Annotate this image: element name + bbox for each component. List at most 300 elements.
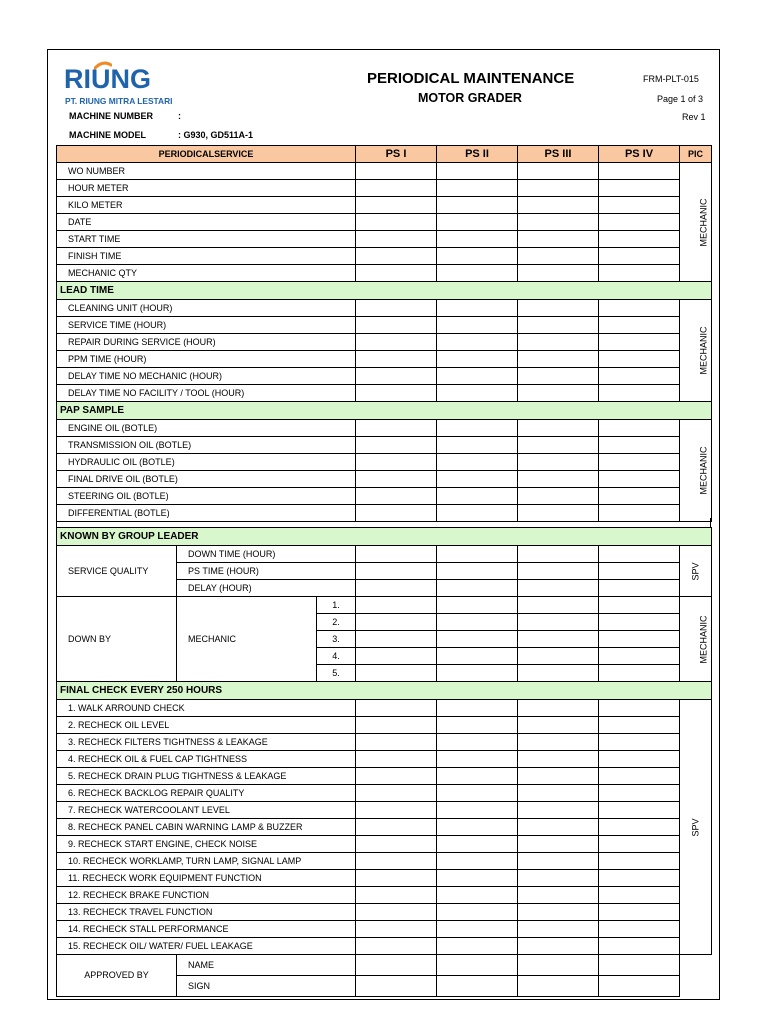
sq-ps-4-cell[interactable] bbox=[599, 580, 680, 597]
mechanic-ps-2-cell[interactable] bbox=[437, 631, 518, 648]
table-row bbox=[57, 853, 712, 870]
lead-time-pic bbox=[680, 300, 712, 402]
row-ps-4-cell[interactable] bbox=[599, 317, 680, 334]
check-item: 4. RECHECK OIL & FUEL CAP TIGHTNESS bbox=[57, 751, 356, 768]
sq-ps-1-cell[interactable] bbox=[356, 580, 437, 597]
mechanic-ps-2-cell[interactable] bbox=[437, 614, 518, 631]
check-ps-1-cell[interactable] bbox=[356, 700, 437, 717]
check-ps-1-cell[interactable] bbox=[356, 768, 437, 785]
down-by-pic bbox=[680, 597, 712, 682]
row-ps-2-cell[interactable] bbox=[437, 385, 518, 402]
row-ps-2-cell[interactable] bbox=[437, 163, 518, 180]
approved-ps-1-cell[interactable] bbox=[356, 976, 437, 997]
row-ps-1-cell[interactable] bbox=[356, 248, 437, 265]
check-ps-2-cell[interactable] bbox=[437, 700, 518, 717]
check-ps-4-cell[interactable] bbox=[599, 751, 680, 768]
row-ps-2-cell[interactable] bbox=[437, 214, 518, 231]
row-ps-4-cell[interactable] bbox=[599, 300, 680, 317]
table-row bbox=[57, 488, 712, 505]
row-ps-2-cell[interactable] bbox=[437, 265, 518, 282]
row-ps-2-cell[interactable] bbox=[437, 351, 518, 368]
table-row bbox=[57, 785, 712, 802]
row-ps-2-cell[interactable] bbox=[437, 437, 518, 454]
row-label: HYDRAULIC OIL (BOTLE) bbox=[57, 454, 356, 471]
mechanic-ps-3-cell[interactable] bbox=[518, 631, 599, 648]
pap-sample-pic-label: MECHANIC bbox=[698, 446, 709, 495]
table-row bbox=[57, 163, 712, 180]
row-ps-3-cell[interactable] bbox=[518, 317, 599, 334]
table-row bbox=[57, 248, 712, 265]
check-ps-3-cell[interactable] bbox=[518, 938, 599, 955]
mechanic-ps-1-cell[interactable] bbox=[356, 631, 437, 648]
row-ps-3-cell[interactable] bbox=[518, 368, 599, 385]
check-ps-2-cell[interactable] bbox=[437, 853, 518, 870]
service-quality-rows bbox=[57, 546, 712, 597]
mechanic-number: 5. bbox=[317, 665, 356, 682]
table-row bbox=[57, 836, 712, 853]
sq-ps-2-cell[interactable] bbox=[437, 563, 518, 580]
check-ps-3-cell[interactable] bbox=[518, 802, 599, 819]
mechanic-ps-2-cell[interactable] bbox=[437, 648, 518, 665]
check-ps-2-cell[interactable] bbox=[437, 785, 518, 802]
check-ps-4-cell[interactable] bbox=[599, 887, 680, 904]
approved-rows bbox=[57, 955, 712, 997]
mechanic-ps-1-cell[interactable] bbox=[356, 665, 437, 682]
row-ps-4-cell[interactable] bbox=[599, 368, 680, 385]
check-item: 6. RECHECK BACKLOG REPAIR QUALITY bbox=[57, 785, 356, 802]
check-ps-3-cell[interactable] bbox=[518, 819, 599, 836]
row-ps-1-cell[interactable] bbox=[356, 471, 437, 488]
final-check-pic bbox=[680, 700, 712, 955]
logo-wordmark: RIUNG bbox=[64, 64, 151, 94]
header-ps-1: PS I bbox=[356, 146, 437, 163]
table-row bbox=[57, 751, 712, 768]
table-row bbox=[57, 300, 712, 317]
sq-ps-1-cell[interactable] bbox=[356, 563, 437, 580]
row-ps-4-cell[interactable] bbox=[599, 334, 680, 351]
check-ps-2-cell[interactable] bbox=[437, 751, 518, 768]
table-row bbox=[57, 717, 712, 734]
logo-swoosh-icon bbox=[94, 60, 112, 70]
approved-ps-2-cell[interactable] bbox=[437, 976, 518, 997]
check-ps-3-cell[interactable] bbox=[518, 853, 599, 870]
table-row bbox=[57, 214, 712, 231]
row-label: TRANSMISSION OIL (BOTLE) bbox=[57, 437, 356, 454]
check-ps-2-cell[interactable] bbox=[437, 921, 518, 938]
check-ps-1-cell[interactable] bbox=[356, 751, 437, 768]
table-row bbox=[57, 734, 712, 751]
check-ps-4-cell[interactable] bbox=[599, 938, 680, 955]
check-item: 2. RECHECK OIL LEVEL bbox=[57, 717, 356, 734]
approved-ps-3-cell[interactable] bbox=[518, 976, 599, 997]
row-ps-1-cell[interactable] bbox=[356, 454, 437, 471]
approved-field: SIGN bbox=[177, 976, 356, 997]
approved-ps-4-cell[interactable] bbox=[599, 976, 680, 997]
row-ps-4-cell[interactable] bbox=[599, 231, 680, 248]
row-ps-1-cell[interactable] bbox=[356, 334, 437, 351]
row-ps-2-cell[interactable] bbox=[437, 300, 518, 317]
check-ps-1-cell[interactable] bbox=[356, 802, 437, 819]
check-ps-4-cell[interactable] bbox=[599, 904, 680, 921]
table-row bbox=[57, 471, 712, 488]
final-check-rows bbox=[57, 700, 712, 955]
check-ps-1-cell[interactable] bbox=[356, 836, 437, 853]
table-row bbox=[57, 334, 712, 351]
final-check-pic-label: SPV bbox=[690, 817, 701, 837]
lead-time-rows bbox=[57, 300, 712, 402]
table-row bbox=[57, 180, 712, 197]
check-ps-2-cell[interactable] bbox=[437, 904, 518, 921]
check-ps-4-cell[interactable] bbox=[599, 921, 680, 938]
check-ps-3-cell[interactable] bbox=[518, 870, 599, 887]
table-row bbox=[57, 870, 712, 887]
check-ps-2-cell[interactable] bbox=[437, 802, 518, 819]
mechanic-ps-4-cell[interactable] bbox=[599, 648, 680, 665]
mechanic-ps-1-cell[interactable] bbox=[356, 648, 437, 665]
mechanic-label: MECHANIC bbox=[177, 597, 317, 682]
row-label: KILO METER bbox=[57, 197, 356, 214]
row-ps-4-cell[interactable] bbox=[599, 488, 680, 505]
row-ps-4-cell[interactable] bbox=[599, 471, 680, 488]
service-quality-item: PS TIME (HOUR) bbox=[177, 563, 356, 580]
check-ps-2-cell[interactable] bbox=[437, 887, 518, 904]
row-label: FINAL DRIVE OIL (BOTLE) bbox=[57, 471, 356, 488]
check-ps-3-cell[interactable] bbox=[518, 921, 599, 938]
check-ps-3-cell[interactable] bbox=[518, 768, 599, 785]
row-ps-3-cell[interactable] bbox=[518, 163, 599, 180]
check-ps-2-cell[interactable] bbox=[437, 734, 518, 751]
mechanic-ps-4-cell[interactable] bbox=[599, 597, 680, 614]
row-ps-1-cell[interactable] bbox=[356, 351, 437, 368]
check-ps-4-cell[interactable] bbox=[599, 785, 680, 802]
table-row bbox=[57, 385, 712, 402]
row-ps-1-cell[interactable] bbox=[356, 163, 437, 180]
row-ps-3-cell[interactable] bbox=[518, 265, 599, 282]
check-ps-4-cell[interactable] bbox=[599, 853, 680, 870]
row-ps-4-cell[interactable] bbox=[599, 214, 680, 231]
approved-ps-2-cell[interactable] bbox=[437, 955, 518, 976]
pap-sample-title: PAP SAMPLE bbox=[57, 402, 712, 420]
header-periodical-service: PERIODICALSERVICE bbox=[57, 146, 356, 163]
final-check-title: FINAL CHECK EVERY 250 HOURS bbox=[57, 682, 712, 700]
check-item: 15. RECHECK OIL/ WATER/ FUEL LEAKAGE bbox=[57, 938, 356, 955]
check-ps-3-cell[interactable] bbox=[518, 717, 599, 734]
document-code: FRM-PLT-015 bbox=[643, 74, 699, 84]
mechanic-number: 2. bbox=[317, 614, 356, 631]
check-ps-3-cell[interactable] bbox=[518, 904, 599, 921]
check-item: 7. RECHECK WATERCOOLANT LEVEL bbox=[57, 802, 356, 819]
table-row bbox=[57, 546, 712, 563]
row-ps-3-cell[interactable] bbox=[518, 454, 599, 471]
header-pic: PIC bbox=[680, 146, 712, 163]
row-ps-4-cell[interactable] bbox=[599, 163, 680, 180]
row-ps-4-cell[interactable] bbox=[599, 437, 680, 454]
row-ps-1-cell[interactable] bbox=[356, 488, 437, 505]
table-row bbox=[57, 265, 712, 282]
row-ps-1-cell[interactable] bbox=[356, 265, 437, 282]
approved-by-label: APPROVED BY bbox=[57, 955, 177, 997]
check-ps-3-cell[interactable] bbox=[518, 700, 599, 717]
check-ps-2-cell[interactable] bbox=[437, 938, 518, 955]
mechanic-ps-3-cell[interactable] bbox=[518, 648, 599, 665]
check-ps-1-cell[interactable] bbox=[356, 853, 437, 870]
service-quality-item: DOWN TIME (HOUR) bbox=[177, 546, 356, 563]
check-item: 11. RECHECK WORK EQUIPMENT FUNCTION bbox=[57, 870, 356, 887]
check-ps-3-cell[interactable] bbox=[518, 785, 599, 802]
row-ps-2-cell[interactable] bbox=[437, 180, 518, 197]
row-ps-3-cell[interactable] bbox=[518, 214, 599, 231]
header-row bbox=[57, 146, 712, 163]
check-ps-4-cell[interactable] bbox=[599, 734, 680, 751]
check-ps-1-cell[interactable] bbox=[356, 938, 437, 955]
row-ps-1-cell[interactable] bbox=[356, 420, 437, 437]
table-row bbox=[57, 802, 712, 819]
table-row bbox=[57, 197, 712, 214]
check-item: 8. RECHECK PANEL CABIN WARNING LAMP & BUZZER bbox=[57, 819, 356, 836]
check-table bbox=[56, 527, 712, 997]
down-by-pic-label: MECHANIC bbox=[698, 614, 709, 664]
table-row bbox=[57, 921, 712, 938]
service-quality-item: DELAY (HOUR) bbox=[177, 580, 356, 597]
table-row bbox=[57, 955, 712, 976]
row-ps-3-cell[interactable] bbox=[518, 248, 599, 265]
document-subtitle: MOTOR GRADER bbox=[418, 91, 522, 105]
row-ps-4-cell[interactable] bbox=[599, 180, 680, 197]
row-ps-1-cell[interactable] bbox=[356, 214, 437, 231]
row-ps-2-cell[interactable] bbox=[437, 248, 518, 265]
document-title: PERIODICAL MAINTENANCE bbox=[367, 70, 575, 87]
sq-ps-2-cell[interactable] bbox=[437, 580, 518, 597]
header-ps-4: PS IV bbox=[599, 146, 680, 163]
row-ps-1-cell[interactable] bbox=[356, 300, 437, 317]
sq-ps-4-cell[interactable] bbox=[599, 546, 680, 563]
mechanic-ps-1-cell[interactable] bbox=[356, 614, 437, 631]
lead-time-pic-label: MECHANIC bbox=[698, 326, 709, 375]
row-ps-3-cell[interactable] bbox=[518, 197, 599, 214]
table-row bbox=[57, 420, 712, 437]
mechanic-ps-2-cell[interactable] bbox=[437, 665, 518, 682]
header-ps-3: PS III bbox=[518, 146, 599, 163]
service-quality-label: SERVICE QUALITY bbox=[57, 546, 177, 597]
check-item: 5. RECHECK DRAIN PLUG TIGHTNESS & LEAKAGE bbox=[57, 768, 356, 785]
mechanic-ps-4-cell[interactable] bbox=[599, 665, 680, 682]
mechanic-ps-3-cell[interactable] bbox=[518, 597, 599, 614]
table-row bbox=[57, 368, 712, 385]
row-ps-2-cell[interactable] bbox=[437, 197, 518, 214]
check-ps-4-cell[interactable] bbox=[599, 836, 680, 853]
row-label: PPM TIME (HOUR) bbox=[57, 351, 356, 368]
check-ps-1-cell[interactable] bbox=[356, 887, 437, 904]
pap-sample-pic bbox=[680, 420, 712, 522]
row-ps-1-cell[interactable] bbox=[356, 231, 437, 248]
row-ps-2-cell[interactable] bbox=[437, 334, 518, 351]
table-row bbox=[57, 768, 712, 785]
check-ps-1-cell[interactable] bbox=[356, 904, 437, 921]
row-ps-3-cell[interactable] bbox=[518, 351, 599, 368]
check-item: 12. RECHECK BRAKE FUNCTION bbox=[57, 887, 356, 904]
row-label: DATE bbox=[57, 214, 356, 231]
down-by-label: DOWN BY bbox=[57, 597, 177, 682]
row-ps-2-cell[interactable] bbox=[437, 488, 518, 505]
service-table bbox=[56, 145, 712, 522]
check-ps-2-cell[interactable] bbox=[437, 819, 518, 836]
check-ps-4-cell[interactable] bbox=[599, 768, 680, 785]
mechanic-ps-3-cell[interactable] bbox=[518, 665, 599, 682]
table-row bbox=[57, 351, 712, 368]
table-row bbox=[57, 904, 712, 921]
known-by-title: KNOWN BY GROUP LEADER bbox=[57, 528, 712, 546]
machine-model-value: : G930, GD511A-1 bbox=[178, 130, 254, 140]
check-ps-1-cell[interactable] bbox=[356, 734, 437, 751]
row-ps-4-cell[interactable] bbox=[599, 351, 680, 368]
table-row bbox=[57, 700, 712, 717]
row-ps-2-cell[interactable] bbox=[437, 368, 518, 385]
row-ps-3-cell[interactable] bbox=[518, 488, 599, 505]
table-row bbox=[57, 454, 712, 471]
revision: Rev 1 bbox=[682, 112, 706, 122]
row-ps-3-cell[interactable] bbox=[518, 385, 599, 402]
check-ps-4-cell[interactable] bbox=[599, 802, 680, 819]
row-ps-1-cell[interactable] bbox=[356, 180, 437, 197]
row-ps-3-cell[interactable] bbox=[518, 231, 599, 248]
row-label: DIFFERENTIAL (BOTLE) bbox=[57, 505, 356, 522]
table-row bbox=[57, 317, 712, 334]
check-ps-1-cell[interactable] bbox=[356, 717, 437, 734]
check-ps-3-cell[interactable] bbox=[518, 751, 599, 768]
row-ps-1-cell[interactable] bbox=[356, 437, 437, 454]
row-ps-3-cell[interactable] bbox=[518, 300, 599, 317]
row-label: REPAIR DURING SERVICE (HOUR) bbox=[57, 334, 356, 351]
row-ps-1-cell[interactable] bbox=[356, 317, 437, 334]
table-row bbox=[57, 597, 712, 614]
sq-ps-2-cell[interactable] bbox=[437, 546, 518, 563]
check-ps-2-cell[interactable] bbox=[437, 836, 518, 853]
row-ps-4-cell[interactable] bbox=[599, 454, 680, 471]
header-ps-2: PS II bbox=[437, 146, 518, 163]
row-ps-4-cell[interactable] bbox=[599, 420, 680, 437]
row-label: HOUR METER bbox=[57, 180, 356, 197]
check-item: 10. RECHECK WORKLAMP, TURN LAMP, SIGNAL LAMP bbox=[57, 853, 356, 870]
row-ps-2-cell[interactable] bbox=[437, 454, 518, 471]
sq-ps-3-cell[interactable] bbox=[518, 563, 599, 580]
check-ps-1-cell[interactable] bbox=[356, 819, 437, 836]
check-ps-1-cell[interactable] bbox=[356, 870, 437, 887]
row-label: CLEANING UNIT (HOUR) bbox=[57, 300, 356, 317]
down-by-rows bbox=[57, 597, 712, 682]
mechanic-ps-4-cell[interactable] bbox=[599, 631, 680, 648]
mechanic-number: 4. bbox=[317, 648, 356, 665]
approved-ps-3-cell[interactable] bbox=[518, 955, 599, 976]
row-label: SERVICE TIME (HOUR) bbox=[57, 317, 356, 334]
row-label: WO NUMBER bbox=[57, 163, 356, 180]
check-item: 1. WALK ARROUND CHECK bbox=[57, 700, 356, 717]
check-item: 9. RECHECK START ENGINE, CHECK NOISE bbox=[57, 836, 356, 853]
row-ps-3-cell[interactable] bbox=[518, 420, 599, 437]
row-label: DELAY TIME NO MECHANIC (HOUR) bbox=[57, 368, 356, 385]
table-row bbox=[57, 938, 712, 955]
mechanic-number: 3. bbox=[317, 631, 356, 648]
row-ps-3-cell[interactable] bbox=[518, 334, 599, 351]
row-label: START TIME bbox=[57, 231, 356, 248]
check-item: 14. RECHECK STALL PERFORMANCE bbox=[57, 921, 356, 938]
row-ps-2-cell[interactable] bbox=[437, 317, 518, 334]
row-ps-3-cell[interactable] bbox=[518, 437, 599, 454]
approved-ps-4-cell[interactable] bbox=[599, 955, 680, 976]
row-label: MECHANIC QTY bbox=[57, 265, 356, 282]
mechanic-ps-1-cell[interactable] bbox=[356, 597, 437, 614]
check-ps-4-cell[interactable] bbox=[599, 819, 680, 836]
machine-number-label: MACHINE NUMBER bbox=[69, 111, 153, 121]
check-item: 3. RECHECK FILTERS TIGHTNESS & LEAKAGE bbox=[57, 734, 356, 751]
approved-ps-1-cell[interactable] bbox=[356, 955, 437, 976]
machine-model-label: MACHINE MODEL bbox=[69, 130, 146, 140]
check-ps-2-cell[interactable] bbox=[437, 870, 518, 887]
mechanic-number: 1. bbox=[317, 597, 356, 614]
sq-ps-3-cell[interactable] bbox=[518, 580, 599, 597]
page-number: Page 1 of 3 bbox=[657, 94, 704, 104]
service-pic-label: MECHANIC bbox=[698, 197, 709, 247]
table-row bbox=[57, 437, 712, 454]
check-ps-3-cell[interactable] bbox=[518, 887, 599, 904]
service-quality-pic bbox=[680, 546, 712, 597]
row-label: DELAY TIME NO FACILITY / TOOL (HOUR) bbox=[57, 385, 356, 402]
machine-number-value: : bbox=[178, 111, 181, 121]
approved-field: NAME bbox=[177, 955, 356, 976]
check-ps-1-cell[interactable] bbox=[356, 785, 437, 802]
mechanic-ps-3-cell[interactable] bbox=[518, 614, 599, 631]
check-ps-3-cell[interactable] bbox=[518, 836, 599, 853]
check-ps-4-cell[interactable] bbox=[599, 700, 680, 717]
row-ps-2-cell[interactable] bbox=[437, 471, 518, 488]
company-name: PT. RIUNG MITRA LESTARI bbox=[65, 96, 173, 106]
row-ps-3-cell[interactable] bbox=[518, 180, 599, 197]
row-ps-4-cell[interactable] bbox=[599, 197, 680, 214]
row-label: ENGINE OIL (BOTLE) bbox=[57, 420, 356, 437]
sq-ps-4-cell[interactable] bbox=[599, 563, 680, 580]
mechanic-ps-4-cell[interactable] bbox=[599, 614, 680, 631]
mechanic-ps-2-cell[interactable] bbox=[437, 597, 518, 614]
row-ps-4-cell[interactable] bbox=[599, 385, 680, 402]
check-ps-1-cell[interactable] bbox=[356, 921, 437, 938]
row-ps-2-cell[interactable] bbox=[437, 420, 518, 437]
table-row bbox=[57, 819, 712, 836]
check-ps-2-cell[interactable] bbox=[437, 768, 518, 785]
row-ps-1-cell[interactable] bbox=[356, 197, 437, 214]
row-ps-4-cell[interactable] bbox=[599, 248, 680, 265]
row-ps-4-cell[interactable] bbox=[599, 265, 680, 282]
check-ps-3-cell[interactable] bbox=[518, 734, 599, 751]
row-ps-2-cell[interactable] bbox=[437, 231, 518, 248]
check-item: 13. RECHECK TRAVEL FUNCTION bbox=[57, 904, 356, 921]
row-label: STEERING OIL (BOTLE) bbox=[57, 488, 356, 505]
table-row bbox=[57, 231, 712, 248]
check-ps-2-cell[interactable] bbox=[437, 717, 518, 734]
row-ps-1-cell[interactable] bbox=[356, 368, 437, 385]
pap-sample-rows bbox=[57, 420, 712, 522]
service-quality-pic-label: SPV bbox=[690, 561, 701, 581]
sq-ps-1-cell[interactable] bbox=[356, 546, 437, 563]
lead-time-title: LEAD TIME bbox=[57, 282, 712, 300]
row-ps-1-cell[interactable] bbox=[356, 385, 437, 402]
check-ps-4-cell[interactable] bbox=[599, 870, 680, 887]
row-label: FINISH TIME bbox=[57, 248, 356, 265]
sq-ps-3-cell[interactable] bbox=[518, 546, 599, 563]
service-rows bbox=[57, 163, 712, 282]
table-row bbox=[57, 887, 712, 904]
check-ps-4-cell[interactable] bbox=[599, 717, 680, 734]
row-ps-3-cell[interactable] bbox=[518, 471, 599, 488]
service-pic bbox=[680, 163, 712, 282]
